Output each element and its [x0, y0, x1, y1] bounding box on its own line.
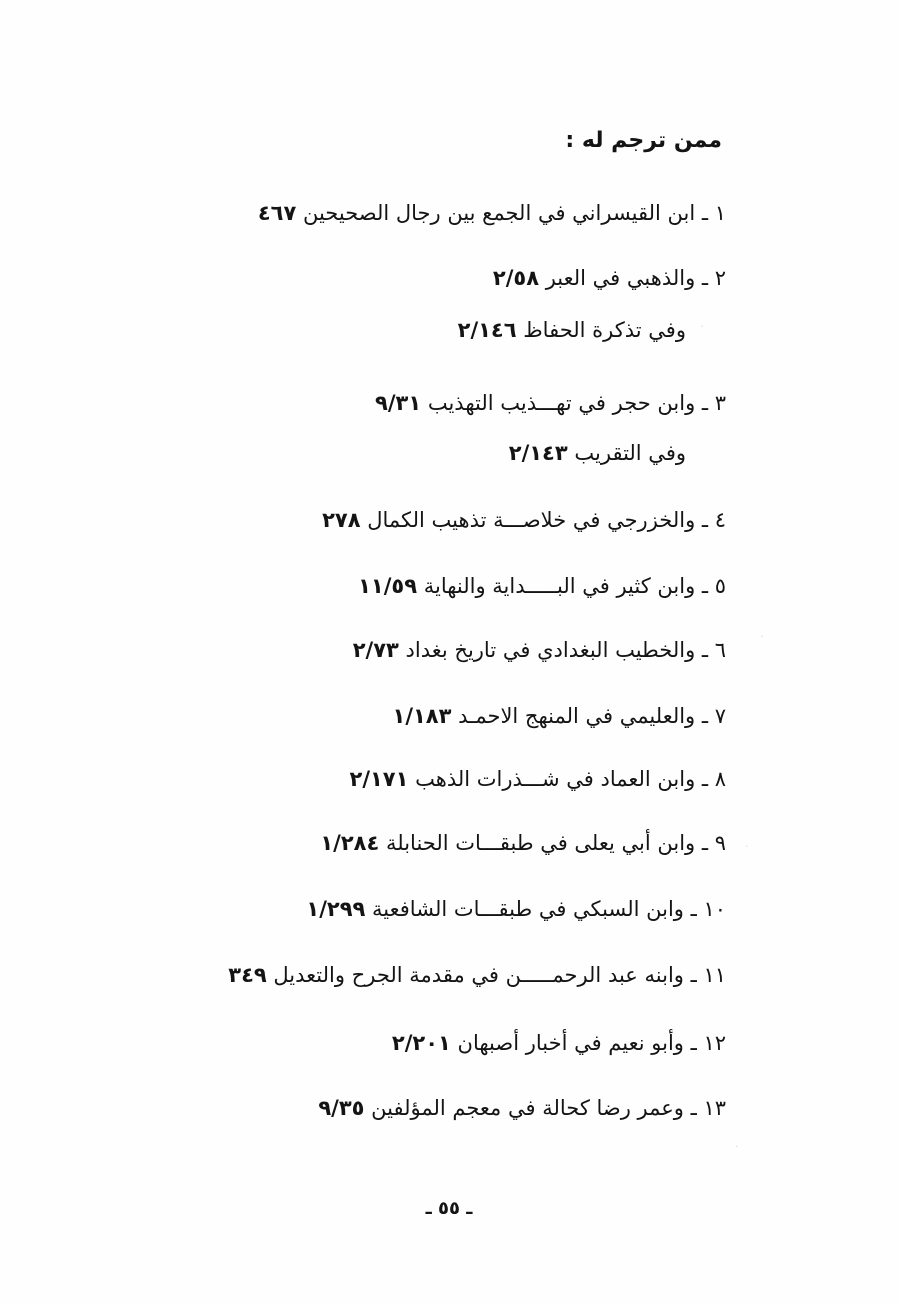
entry-reference: ٩/٣١	[375, 391, 422, 415]
entry-reference: ٢٧٨	[322, 508, 361, 532]
entry-text: ٧ ـ والعليمي في المنهج الاحمـد	[458, 704, 726, 728]
entry-text: ٩ ـ وابن أبي يعلى في طبقـــات الحنابلة	[385, 831, 726, 855]
entry-text: ٣ ـ وابن حجر في تهـــذيب التهذيب	[427, 391, 726, 415]
entry-reference: ٩/٣٥	[318, 1096, 365, 1120]
biography-entry-12	[392, 1033, 726, 1054]
biography-entry-13	[318, 1098, 726, 1119]
biography-entry-3	[375, 393, 726, 414]
entry-reference: ١/١٨٣	[392, 704, 452, 728]
entry-text: ١ ـ ابن القيسراني في الجمع بين رجال الصحيحين	[302, 201, 726, 225]
biography-entry-7	[393, 706, 727, 727]
scan-speck: ·	[735, 1140, 739, 1153]
biography-entry-9	[320, 833, 726, 854]
scan-speck: ·	[745, 840, 749, 853]
biography-entry-10	[306, 899, 726, 920]
biography-entry-5	[358, 576, 726, 597]
page-number: ـ ٥٥ ـ	[425, 1198, 473, 1219]
entry-reference: ١/٢٨٤	[320, 831, 380, 855]
entry-reference: ٢/١٤٦	[457, 318, 517, 342]
biography-entry-6	[353, 640, 726, 661]
entry-reference: ١١/٥٩	[358, 574, 418, 598]
entry-text: ٤ ـ والخزرجي في خلاصـــة تذهيب الكمال	[367, 508, 726, 532]
biography-entry-4	[322, 510, 726, 531]
entry-reference: ٢/٢٠١	[391, 1031, 451, 1055]
entry-text: ١٠ ـ وابن السبكي في طبقـــات الشافعية	[372, 897, 726, 921]
biography-entry-11	[228, 965, 726, 986]
entry-text: ١٢ ـ وأبو نعيم في أخبار أصبهان	[457, 1031, 726, 1055]
entry-reference: ٤٦٧	[257, 201, 297, 225]
entry-text: وفي تذكرة الحفاظ	[523, 318, 686, 342]
entry-reference: ٢/٥٨	[492, 266, 540, 290]
section-heading: ممن ترجم له :	[565, 128, 722, 153]
entry-reference: ١/٢٩٩	[306, 897, 366, 921]
entry-text: ٨ ـ وابن العماد في شـــذرات الذهب	[415, 767, 726, 791]
scan-speck: ·	[760, 630, 764, 643]
entry-reference: ٢/١٤٣	[508, 441, 568, 465]
entry-text: ٢ ـ والذهبي في العبر	[545, 266, 726, 290]
biography-subentry-3	[509, 443, 686, 464]
scan-speck: ·	[700, 320, 704, 333]
entry-reference: ٢/١٧١	[349, 767, 409, 791]
biography-subentry-2	[458, 320, 686, 341]
entry-reference: ٣٤٩	[228, 963, 267, 987]
entry-text: ١١ ـ وابنه عبد الرحمـــــن في مقدمة الجرح والتعديل	[273, 963, 726, 987]
entry-reference: ٢/٧٣	[352, 638, 399, 662]
biography-entry-1	[258, 203, 726, 224]
biography-entry-8	[350, 769, 727, 790]
entry-text: ٥ ـ وابن كثير في البـــــداية والنهاية	[423, 574, 726, 598]
entry-text: ١٣ ـ وعمر رضا كحالة في معجم المؤلفين	[371, 1096, 726, 1120]
biography-entry-2	[493, 268, 726, 289]
entry-text: وفي التقريب	[574, 441, 686, 465]
entry-text: ٦ ـ والخطيب البغدادي في تاريخ بغداد	[405, 638, 726, 662]
